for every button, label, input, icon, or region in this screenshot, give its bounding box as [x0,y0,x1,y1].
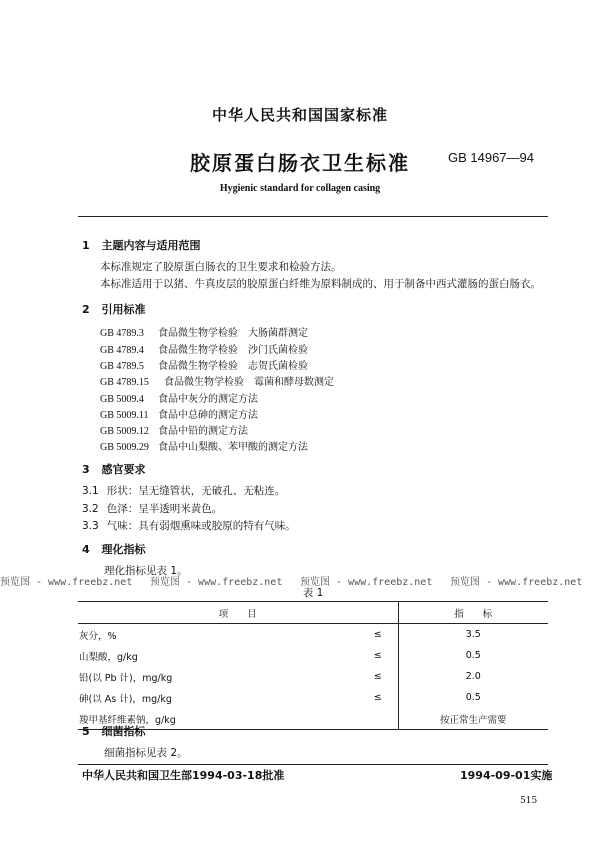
section-5-number: 5 [82,725,90,738]
reference-item: GB 4789.5 食品微生物学检验 志贺氏菌检验 [100,361,308,372]
page-title: 胶原蛋白肠衣卫生标准 [190,151,410,175]
physicochemical-table [78,601,548,730]
table-cell-value: 0.5 [398,687,548,708]
issuer-heading: 中华人民共和国国家标准 [211,106,388,124]
reference-item: GB 4789.3 食品微生物学检验 大肠菌群测定 [100,328,308,339]
table-1-intro: 理化指标见表 1。 [104,565,188,577]
reference-item: GB 4789.4 食品微生物学检验 沙门氏菌检验 [100,345,308,356]
table-cell-item: 铅(以 Pb 计)，mg/kg [79,672,173,684]
page-number: 515 [520,796,538,806]
table-cell-item: 羧甲基纤维素钠，g/kg [78,708,318,730]
table-2-intro: 细菌指标见表 2。 [104,747,188,759]
table-caption: 表 1 [302,587,324,599]
reference-item: GB 5009.4 食品中灰分的测定方法 [100,394,258,405]
column-header-item: 项 目 [78,602,398,624]
section-2-heading [82,301,146,317]
section-4-title: 理化指标 [101,543,146,556]
section-4-heading [82,541,146,557]
section-1-para-1: 本标准规定了胶原蛋白肠衣的卫生要求和检验方法。 [100,261,342,273]
section-4-number: 4 [82,543,90,556]
approval-note: 中华人民共和国卫生部1994-03-18批准 [82,769,285,782]
watermark-text: 预览图 - www.freebz.net [300,577,433,588]
top-rule [78,216,548,217]
table-cell-value: 3.5 [398,624,548,646]
section-1-number: 1 [82,239,90,252]
standard-code: GB 14967—94 [448,150,535,165]
table-cell-symbol: ≤ [373,692,382,703]
section-1-heading [82,237,201,253]
footer-rule [78,764,548,765]
reference-item: GB 5009.29 食品中山梨酸、苯甲酸的测定方法 [100,442,308,453]
table-cell-item: 灰分，% [79,630,117,642]
reference-item: GB 5009.12 食品中铅的测定方法 [100,426,248,437]
table-row [78,624,548,646]
section-3-heading [82,461,146,477]
watermark-text: 预览图 - www.freebz.net [150,577,283,588]
watermark-text: 预览图 - www.freebz.net [0,577,133,588]
table-cell-value: 2.0 [398,666,548,687]
watermark-text: 预览图 - www.freebz.net [450,577,583,588]
table-row [78,666,548,687]
table-cell-symbol: ≤ [373,629,382,640]
table-cell-symbol: ≤ [373,650,382,661]
section-5-title: 细菌指标 [101,725,146,738]
sensory-item: 3.2 色泽：呈半透明米黄色。 [82,503,223,515]
section-1-para-2: 本标准适用于以猪、牛真皮层的胶原蛋白纤维为原料制成的、用于制备中西式灌肠的蛋白肠衣。 [100,278,541,290]
section-1-title: 主题内容与适用范围 [101,239,201,252]
table-cell-symbol: ≤ [373,671,382,682]
section-2-number: 2 [82,303,90,316]
english-title: Hygienic standard for collagen casing [219,183,381,194]
section-3-number: 3 [82,463,90,476]
column-header-index: 指 标 [398,602,548,624]
table-row [78,687,548,708]
table-row [78,645,548,666]
table-cell-value: 按正常生产需要 [398,708,548,730]
effective-date: 1994-09-01实施 [460,769,553,782]
table-row [78,708,548,730]
table-cell-item: 砷(以 As 计)，mg/kg [79,693,172,705]
reference-item: GB 4789.15 食品微生物学检验 霉菌和酵母数测定 [100,377,334,388]
table-cell-symbol [358,708,398,730]
table-cell-value: 0.5 [398,645,548,666]
table-cell-item: 山梨酸，g/kg [79,651,138,663]
sensory-item: 3.1 形状：呈无缝管状，无破孔、无粘连。 [82,485,286,497]
section-3-title: 感官要求 [101,463,146,476]
section-2-title: 引用标准 [101,303,146,316]
section-5-heading [82,723,146,739]
reference-item: GB 5009.11 食品中总砷的测定方法 [100,410,258,421]
table-header-row [78,602,548,624]
sensory-item: 3.3 气味：具有弱烟熏味或胶原的特有气味。 [82,520,296,532]
